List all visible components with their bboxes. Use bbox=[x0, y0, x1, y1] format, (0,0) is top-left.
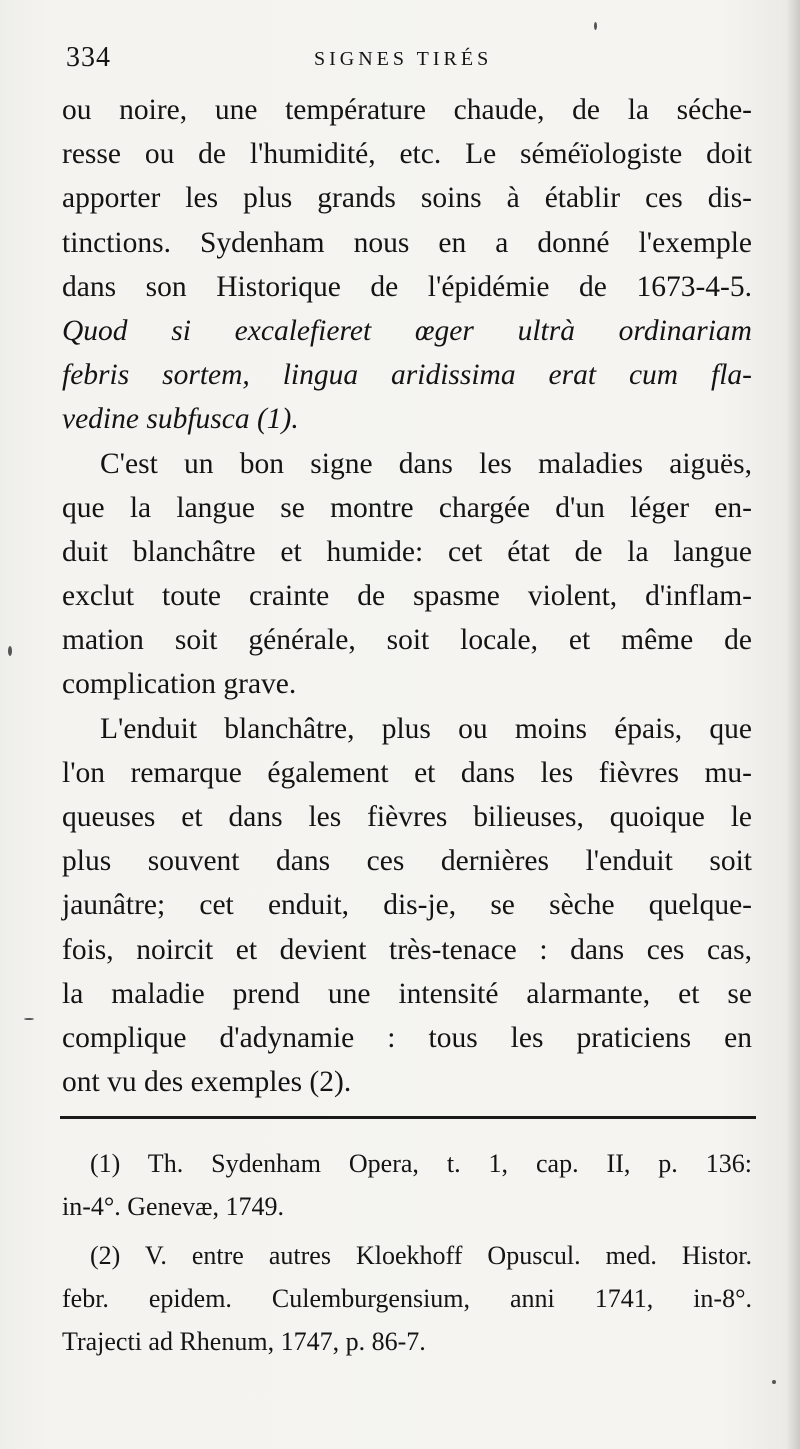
footnotes bbox=[62, 1142, 752, 1363]
text-line: plus souvent dans ces dernières l'enduit soit bbox=[62, 845, 752, 878]
latin-quote-line: febris sortem, lingua aridissima erat cum fla- bbox=[62, 359, 752, 392]
text-line: dans son Historique de l'épidémie de 1673-4-5. bbox=[62, 270, 752, 303]
footnote-line: (2) V. entre autres Kloekhoff Opuscul. med. Histor. bbox=[90, 1241, 752, 1270]
text-line: tinctions. Sydenham nous en a donné l'exemple bbox=[62, 226, 752, 259]
text-line: que la langue se montre chargée d'un léger en- bbox=[62, 491, 752, 524]
footnote-line: (1) Th. Sydenham Opera, t. 1, cap. II, p. 136: bbox=[90, 1149, 752, 1178]
footnote-line: in-4°. Genevæ, 1749. bbox=[62, 1192, 284, 1221]
text-line: la maladie prend une intensité alarmante, et se bbox=[62, 977, 752, 1010]
text-line: l'on remarque également et dans les fièvres mu- bbox=[62, 756, 752, 789]
footnote-line: febr. epidem. Culemburgensium, anni 1741, in-8°. bbox=[62, 1284, 752, 1313]
text-line: L'enduit blanchâtre, plus ou moins épais, que bbox=[100, 712, 752, 745]
text-line: ou noire, une température chaude, de la séche- bbox=[62, 94, 752, 126]
text-line: complique d'adynamie : tous les praticiens en bbox=[62, 1021, 752, 1054]
page-number: 334 bbox=[66, 42, 111, 73]
text-line: C'est un bon signe dans les maladies aiguës, bbox=[100, 447, 752, 480]
ink-speck bbox=[8, 646, 12, 656]
text-line: apporter les plus grands soins à établir ces dis- bbox=[62, 182, 752, 215]
text-line: complication grave. bbox=[62, 668, 297, 701]
text-line: resse ou de l'humidité, etc. Le séméïologiste doit bbox=[62, 138, 752, 171]
text-line: ont vu des exemples (2). bbox=[62, 1066, 352, 1099]
page-edge-shadow bbox=[786, 0, 800, 1449]
ink-speck bbox=[772, 1380, 776, 1384]
ink-speck bbox=[594, 22, 597, 30]
footnote-line: Trajecti ad Rhenum, 1747, p. 86-7. bbox=[62, 1327, 426, 1356]
latin-quote-line: Quod si excalefieret œger ultrà ordinariam bbox=[62, 314, 752, 347]
ink-speck bbox=[24, 1018, 34, 1020]
latin-quote-line: vedine subfusca (1). bbox=[62, 403, 299, 436]
text-line: exclut toute crainte de spasme violent, d'inflam- bbox=[62, 580, 752, 613]
text-line: duit blanchâtre et humide: cet état de la langue bbox=[62, 535, 752, 568]
text-line: mation soit générale, soit locale, et même de bbox=[62, 624, 752, 657]
text-line: queuses et dans les fièvres bilieuses, quoique le bbox=[62, 801, 752, 833]
main-text bbox=[62, 88, 752, 1104]
text-line: jaunâtre; cet enduit, dis-je, se sèche quelque- bbox=[62, 889, 752, 922]
text-line: fois, noircit et devient très-tenace : dans ces cas, bbox=[62, 933, 752, 966]
running-head: SIGNES TIRÉS bbox=[314, 48, 493, 70]
footnote-rule bbox=[60, 1116, 756, 1119]
page-header bbox=[66, 42, 766, 82]
